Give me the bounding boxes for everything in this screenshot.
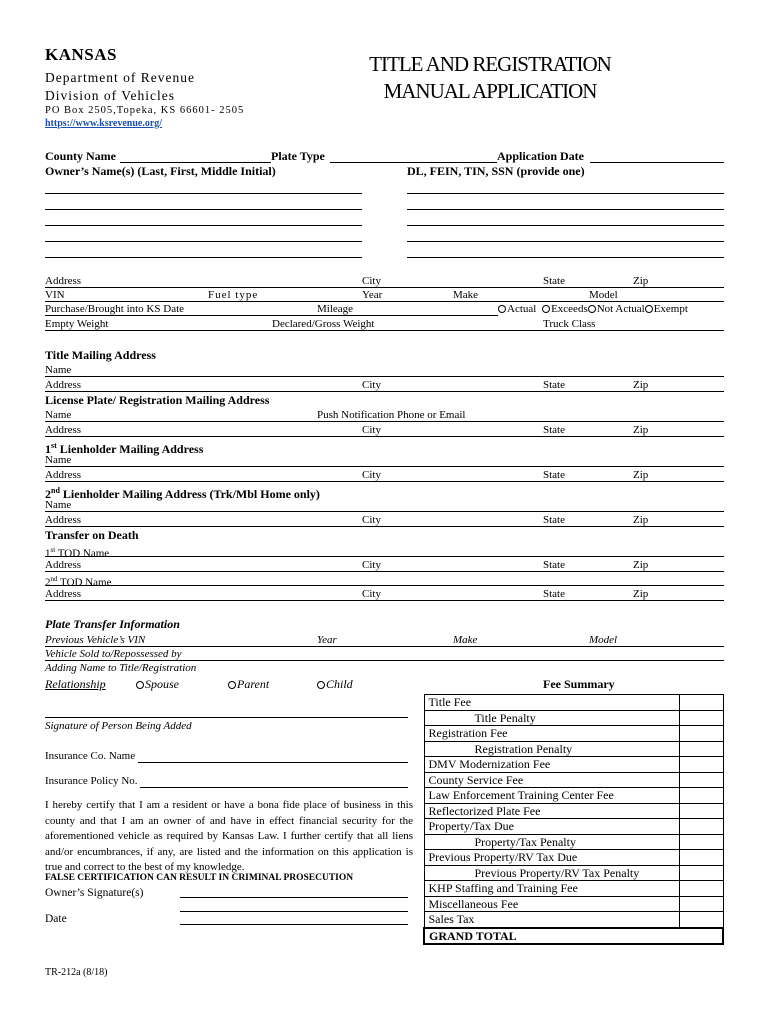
tod2-city-label: City: [362, 588, 381, 600]
table-row: [424, 896, 723, 912]
lien1-state-label: State: [543, 469, 565, 481]
table-row: [424, 788, 723, 804]
form-title-line1: TITLE AND REGISTRATION: [369, 52, 611, 76]
table-row: [424, 741, 723, 757]
plate-address-label: Address: [45, 424, 82, 436]
id-line[interactable]: [407, 241, 724, 242]
website-link[interactable]: https://www.ksrevenue.org/: [45, 118, 163, 129]
table-row: [424, 881, 723, 897]
purchase-date-label: Purchase/Brought into KS Date: [45, 303, 185, 315]
fee-amount[interactable]: [680, 757, 723, 773]
fee-amount[interactable]: [680, 819, 723, 835]
sold-to-line[interactable]: [45, 660, 724, 661]
title-address-label: Address: [45, 379, 82, 391]
tod1-city-label: City: [362, 559, 381, 571]
not-actual-label: Not Actual: [596, 303, 645, 315]
plate-address-line[interactable]: [45, 436, 724, 437]
exempt-label: Exempt: [653, 303, 688, 315]
lien2-state-label: State: [543, 514, 565, 526]
truck-class-label: Truck Class: [543, 318, 596, 330]
lien1-address-label: Address: [45, 469, 82, 481]
fee-amount[interactable]: [680, 726, 723, 742]
lien2-address-line[interactable]: [45, 526, 724, 527]
form-title-line2: MANUAL APPLICATION: [383, 79, 597, 103]
owners-signature-label: Owner’s Signature(s): [45, 887, 144, 899]
tod2-address-line[interactable]: [45, 600, 724, 601]
person-added-label: Signature of Person Being Added: [45, 720, 192, 732]
table-row: [424, 865, 723, 881]
owner-zip-label: Zip: [633, 275, 649, 287]
plate-name-line[interactable]: [45, 421, 724, 422]
exceeds-label: Exceeds: [551, 303, 588, 315]
table-row: [424, 757, 723, 773]
state-name: KANSAS: [45, 45, 117, 64]
tod2-name-label: 2nd TOD Name: [45, 575, 112, 589]
owner-address-label: Address: [45, 275, 82, 287]
dl-fein-label: DL, FEIN, TIN, SSN (provide one): [407, 164, 585, 178]
lien2-heading: 2nd Lienholder Mailing Address (Trk/Mbl Home only): [45, 486, 320, 501]
plate-state-label: State: [543, 424, 565, 436]
title-name-label: Name: [45, 364, 72, 376]
grand-total-row: [424, 928, 723, 945]
tod1-name-label: 1st TOD Name: [45, 546, 110, 560]
insurance-name-label: Insurance Co. Name: [45, 750, 136, 762]
fee-label: Property/Tax Due: [424, 819, 680, 835]
county-name-label: County Name: [45, 149, 116, 163]
push-notification-label: Push Notification Phone or Email: [317, 409, 466, 421]
table-row: [424, 772, 723, 788]
title-city-label: City: [362, 379, 381, 391]
fee-amount[interactable]: [680, 695, 723, 711]
fuel-type-label: Fuel type: [208, 289, 259, 301]
lien2-address-label: Address: [45, 514, 82, 526]
title-name-line[interactable]: [45, 376, 724, 377]
insurance-name-line[interactable]: [138, 762, 408, 763]
owner-line[interactable]: [45, 193, 362, 194]
lien1-name-label: Name: [45, 454, 72, 466]
tod2-state-label: State: [543, 588, 565, 600]
division-name: Division of Vehicles: [45, 88, 175, 103]
tod1-zip-label: Zip: [633, 559, 649, 571]
adding-name-label: Adding Name to Title/Registration: [45, 662, 197, 674]
actual-radio[interactable]: [498, 305, 506, 313]
model-label: Model: [589, 289, 618, 301]
tod2-name-line[interactable]: [45, 585, 724, 586]
lien2-city-label: City: [362, 514, 381, 526]
county-name-line[interactable]: [120, 162, 271, 163]
plate-zip-label: Zip: [633, 424, 649, 436]
child-option[interactable]: Child: [317, 678, 353, 691]
application-date-line[interactable]: [590, 162, 724, 163]
fee-amount[interactable]: [680, 896, 723, 912]
id-line[interactable]: [407, 209, 724, 210]
fee-label: Law Enforcement Training Center Fee: [424, 788, 680, 804]
fee-amount[interactable]: [680, 912, 723, 928]
plate-type-label: Plate Type: [271, 149, 325, 163]
tod1-address-label: Address: [45, 559, 82, 571]
owner-line[interactable]: [45, 225, 362, 226]
lien1-heading: 1st Lienholder Mailing Address: [45, 441, 204, 456]
owner-city-label: City: [362, 275, 381, 287]
fee-label: Title Penalty: [424, 710, 680, 726]
owners-signature-line[interactable]: [180, 911, 408, 912]
person-added-signature-line[interactable]: [45, 717, 408, 718]
owners-signature-line[interactable]: [180, 897, 408, 898]
fee-label: Registration Fee: [424, 726, 680, 742]
plate-name-label: Name: [45, 409, 72, 421]
lien2-name-label: Name: [45, 499, 72, 511]
lien2-zip-label: Zip: [633, 514, 649, 526]
table-row: [424, 710, 723, 726]
plate-type-line[interactable]: [330, 162, 497, 163]
owner-line[interactable]: [45, 209, 362, 210]
owner-line[interactable]: [45, 241, 362, 242]
id-line[interactable]: [407, 193, 724, 194]
owners-names-label: Owner’s Name(s) (Last, First, Middle Initial): [45, 164, 276, 178]
insurance-policy-line[interactable]: [140, 787, 408, 788]
lien2-name-line[interactable]: [45, 511, 724, 512]
parent-radio[interactable]: [228, 681, 236, 689]
title-mailing-heading: Title Mailing Address: [45, 348, 156, 362]
lien1-city-label: City: [362, 469, 381, 481]
vin-line[interactable]: [45, 301, 724, 302]
tod1-address-line[interactable]: [45, 571, 724, 572]
exempt-radio[interactable]: [645, 305, 653, 313]
table-row: [424, 726, 723, 742]
tod2-address-label: Address: [45, 588, 82, 600]
fee-amount[interactable]: [680, 741, 723, 757]
lien1-name-line[interactable]: [45, 466, 724, 467]
fee-amount[interactable]: [680, 710, 723, 726]
purchase-line[interactable]: [45, 315, 498, 316]
fee-label: Sales Tax: [424, 912, 680, 928]
fee-label: Registration Penalty: [424, 741, 680, 757]
title-address-line[interactable]: [45, 391, 724, 392]
false-certification-warning: FALSE CERTIFICATION CAN RESULT IN CRIMINAL PROSECUTION: [45, 873, 354, 883]
relationship-label: Relationship: [45, 677, 106, 691]
year-label: Year: [362, 289, 383, 301]
fee-label: KHP Staffing and Training Fee: [424, 881, 680, 897]
relationship-row: [45, 678, 106, 691]
table-row: [424, 695, 723, 711]
table-row: [424, 803, 723, 819]
fee-label: Property/Tax Penalty: [424, 834, 680, 850]
fee-amount[interactable]: [680, 865, 723, 881]
sold-to-label: Vehicle Sold to/Repossessed by: [45, 648, 182, 660]
fee-label: Reflectorized Plate Fee: [424, 803, 680, 819]
actual-label: Actual: [507, 303, 537, 315]
prev-year-label: Year: [317, 634, 337, 646]
table-row: [424, 834, 723, 850]
child-radio[interactable]: [317, 681, 325, 689]
spouse-radio[interactable]: [136, 681, 144, 689]
tod2-zip-label: Zip: [633, 588, 649, 600]
fee-label: County Service Fee: [424, 772, 680, 788]
date-line[interactable]: [180, 924, 408, 925]
fee-amount[interactable]: [680, 834, 723, 850]
fee-amount[interactable]: [680, 772, 723, 788]
plate-transfer-heading: Plate Transfer Information: [45, 617, 180, 631]
lien1-zip-label: Zip: [633, 469, 649, 481]
mileage-label: Mileage: [317, 303, 354, 315]
date-label: Date: [45, 913, 67, 925]
tod-heading: Transfer on Death: [45, 528, 139, 542]
make-label: Make: [453, 289, 479, 301]
plate-mailing-heading: License Plate/ Registration Mailing Address: [45, 393, 270, 407]
lien1-address-line[interactable]: [45, 481, 724, 482]
fee-label: Previous Property/RV Tax Penalty: [424, 865, 680, 881]
spouse-option[interactable]: Spouse: [136, 678, 179, 691]
application-date-label: Application Date: [497, 149, 584, 163]
table-row: [424, 819, 723, 835]
mailing-address: PO Box 2505,Topeka, KS 66601- 2505: [45, 105, 245, 116]
fee-label: Title Fee: [424, 695, 680, 711]
parent-option[interactable]: Parent: [228, 678, 269, 691]
form-title: [340, 51, 640, 105]
tod1-name-line[interactable]: [45, 556, 724, 557]
fee-summary-table: [423, 694, 724, 945]
prev-make-label: Make: [453, 634, 478, 646]
table-row: [424, 850, 723, 866]
fee-label: Previous Property/RV Tax Due: [424, 850, 680, 866]
prev-model-label: Model: [589, 634, 618, 646]
odometer-options: [498, 303, 688, 316]
owner-address-line[interactable]: [45, 287, 724, 288]
fee-amount[interactable]: [680, 881, 723, 897]
form-number: TR-212a (8/18): [45, 967, 108, 978]
owner-line[interactable]: [45, 257, 362, 258]
plate-city-label: City: [362, 424, 381, 436]
prev-vin-label: Previous Vehicle’s VIN: [45, 634, 146, 646]
id-line[interactable]: [407, 225, 724, 226]
exceeds-radio[interactable]: [542, 305, 550, 313]
title-state-label: State: [543, 379, 565, 391]
not-actual-radio[interactable]: [588, 305, 596, 313]
certification-text: I hereby certify that I am a resident or have a bona fide place of business in this county and that I am an owner of and have in effect financial security for the aforementioned vehicle as required by Kansas Law. I further certify that all liens and/or encumbrances, if any, are listed and the information on this application is true and correct to the best of my knowledge.: [45, 799, 413, 873]
fee-amount[interactable]: [680, 803, 723, 819]
tod1-state-label: State: [543, 559, 565, 571]
fee-label: DMV Modernization Fee: [424, 757, 680, 773]
fee-label: Miscellaneous Fee: [424, 896, 680, 912]
fee-summary-heading: Fee Summary: [543, 677, 615, 691]
empty-weight-label: Empty Weight: [45, 318, 109, 330]
id-line[interactable]: [407, 257, 724, 258]
weight-line[interactable]: [45, 330, 724, 331]
vin-label: VIN: [45, 289, 65, 301]
table-row: [424, 912, 723, 928]
prev-vin-line[interactable]: [45, 646, 724, 647]
title-zip-label: Zip: [633, 379, 649, 391]
grand-total-label[interactable]: GRAND TOTAL: [424, 928, 723, 945]
insurance-policy-label: Insurance Policy No.: [45, 775, 138, 787]
declared-weight-label: Declared/Gross Weight: [272, 318, 375, 330]
owner-state-label: State: [543, 275, 565, 287]
fee-amount[interactable]: [680, 850, 723, 866]
fee-amount[interactable]: [680, 788, 723, 804]
department-name: Department of Revenue: [45, 70, 195, 85]
